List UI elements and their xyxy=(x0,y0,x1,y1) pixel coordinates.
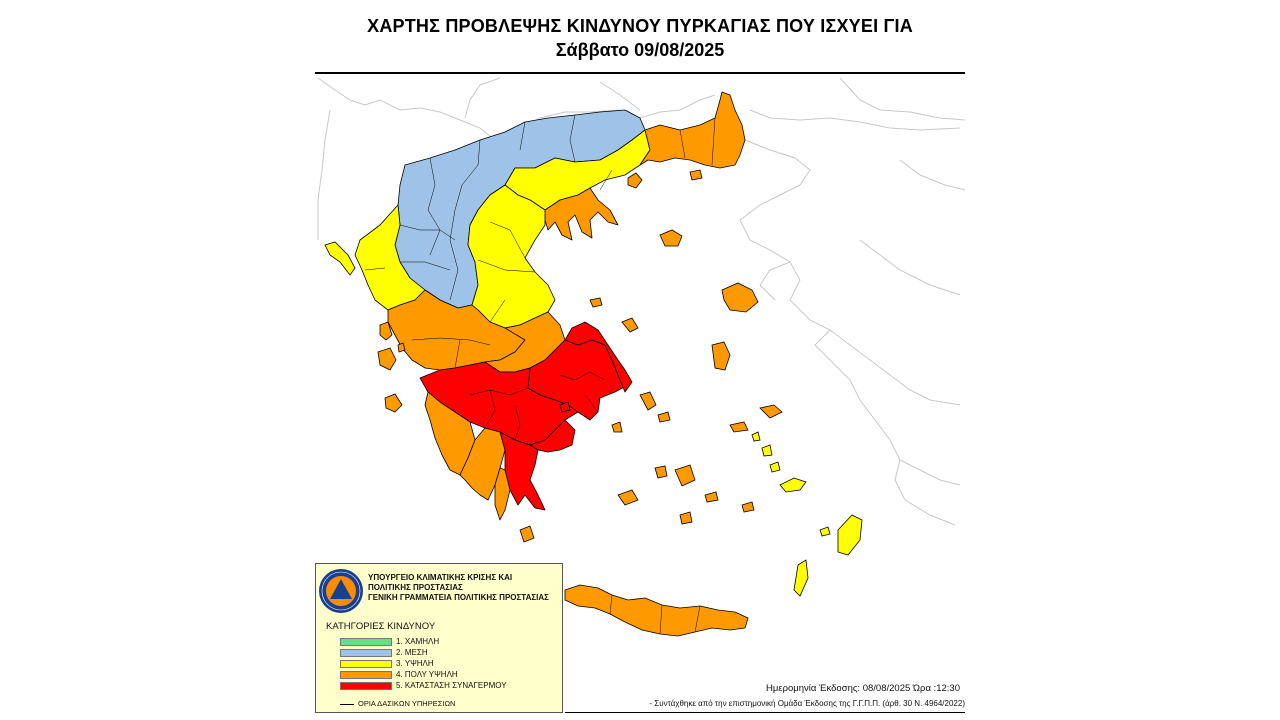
island-samothraki xyxy=(690,170,702,180)
island-samos xyxy=(760,405,782,418)
island-lesvos xyxy=(722,283,758,312)
footnote: - Συντάχθηκε από την επιστημονική Ομάδα Έκδοσης της Γ.Γ.Π.Π. (άρθ. 30 Ν. 4964/2022) xyxy=(649,699,965,708)
island-sporades xyxy=(590,298,602,307)
island-kalymnos xyxy=(770,462,780,472)
civil-protection-emblem xyxy=(318,568,364,614)
island-santorini xyxy=(680,512,692,524)
island-kefalonia xyxy=(378,348,396,370)
island-kea xyxy=(612,422,622,432)
swatch-low xyxy=(340,638,392,646)
island-crete xyxy=(565,585,748,636)
legend-panel xyxy=(315,563,563,713)
island-amorgos xyxy=(705,492,718,502)
footer-divider xyxy=(565,712,965,713)
swatch-medium xyxy=(340,649,392,657)
island-thasos xyxy=(628,173,642,188)
island-rhodes xyxy=(838,515,862,555)
island-naxos xyxy=(675,465,695,486)
legend-label-medium: 2. ΜΕΣΗ xyxy=(396,648,428,657)
agency-name xyxy=(368,573,560,603)
legend-title: ΚΑΤΗΓΟΡΙΕΣ ΚΙΝΔΥΝΟΥ xyxy=(326,621,436,632)
agency-line-1: ΥΠΟΥΡΓΕΙΟ ΚΛΙΜΑΤΙΚΗΣ ΚΡΙΣΗΣ ΚΑΙ xyxy=(368,573,513,582)
map-title xyxy=(315,14,965,62)
title-line-1: ΧΑΡΤΗΣ ΠΡΟΒΛΕΨΗΣ ΚΙΝΔΥΝΟΥ ΠΥΡΚΑΓΙΑΣ ΠΟΥ ΙΣΧΥΕΙ ΓΙΑ xyxy=(367,16,913,36)
crete-regions xyxy=(565,585,748,636)
legend-label-alert: 5. ΚΑΤΑΣΤΑΣΗ ΣΥΝΑΓΕΡΜΟΥ xyxy=(396,681,507,690)
island-skyros xyxy=(622,318,638,332)
legend-label-boundaries: ΟΡΙΑ ΔΑΣΙΚΩΝ ΥΠΗΡΕΣΙΩΝ xyxy=(358,699,456,708)
island-karpathos xyxy=(794,560,808,596)
boundary-line-sample xyxy=(340,704,354,705)
island-paros xyxy=(655,466,667,478)
agency-line-2: ΠΟΛΙΤΙΚΗΣ ΠΡΟΣΤΑΣΙΑΣ xyxy=(368,583,463,592)
island-corfu xyxy=(325,242,355,275)
island-kythira xyxy=(520,526,534,542)
legend-label-low: 1. ΧΑΜΗΛΗ xyxy=(396,637,440,646)
island-limnos xyxy=(660,230,682,246)
swatch-very-high xyxy=(340,671,392,679)
legend-label-very-high: 4. ΠΟΛΥ ΥΨΗΛΗ xyxy=(396,670,458,679)
island-astypalaia xyxy=(742,502,754,512)
island-ikaria xyxy=(730,422,748,432)
agency-line-3: ΓΕΝΙΚΗ ΓΡΑΜΜΑΤΕΙΑ ΠΟΛΙΤΙΚΗΣ ΠΡΟΣΤΑΣΙΑΣ xyxy=(368,593,549,602)
mainland-regions xyxy=(355,110,650,520)
island-chios xyxy=(712,342,730,370)
swatch-alert xyxy=(340,682,392,690)
island-milos xyxy=(618,490,638,505)
swatch-high xyxy=(340,660,392,668)
forecast-date: Σάββατο 09/08/2025 xyxy=(555,40,725,60)
issue-date: Ημερομηνία Έκδοσης: 08/08/2025 Ώρα :12:30 xyxy=(766,683,960,694)
island-leros xyxy=(762,445,772,456)
legend-label-high: 3. ΥΨΗΛΗ xyxy=(396,659,434,668)
island-zakynthos xyxy=(385,394,402,412)
island-tilos xyxy=(820,527,830,536)
island-patmos xyxy=(752,432,760,441)
island-andros xyxy=(640,392,656,410)
island-tinos xyxy=(658,412,670,422)
island-kos xyxy=(780,478,806,492)
